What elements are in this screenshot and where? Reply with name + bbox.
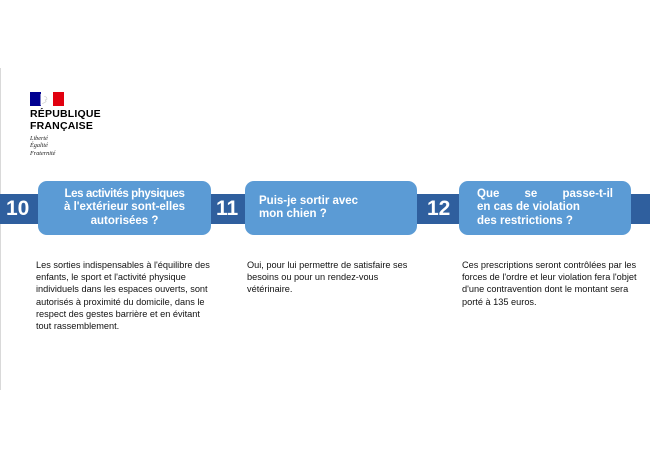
republique-francaise-logo bbox=[30, 92, 150, 157]
answer-10-line-3: individuels dans les espaces ouverts, sont bbox=[36, 284, 208, 295]
question-box-11 bbox=[245, 181, 417, 235]
logo-motto bbox=[30, 135, 150, 157]
answer-10-line-1: Les sorties indispensables à l'équilibre des bbox=[36, 260, 210, 270]
item-number-11: 11 bbox=[216, 197, 239, 220]
answer-12-line-3: d'une contravention dont le montant sera bbox=[462, 284, 629, 295]
answer-10-line-6: tout rassemblement. bbox=[36, 321, 120, 332]
question-12-line-3: des restrictions ? bbox=[477, 214, 573, 227]
page-edge-divider bbox=[0, 68, 1, 390]
answer-11-line-2: besoins ou pour un rendez-vous bbox=[247, 272, 379, 283]
answer-11-line-1: Oui, pour lui permettre de satisfaire ses bbox=[247, 260, 408, 270]
question-10-line-2: à l'extérieur sont-elles bbox=[64, 201, 185, 214]
item-number-12: 12 bbox=[427, 197, 451, 220]
answer-11 bbox=[247, 259, 422, 296]
marianne-flag-icon bbox=[30, 92, 64, 106]
question-10-line-1: Les activités physiques bbox=[64, 187, 185, 200]
answer-10 bbox=[36, 259, 216, 332]
answer-12-line-2: forces de l'ordre et leur violation fera l'objet bbox=[462, 272, 637, 283]
answer-10-line-5: respect des gestes barrière et en évitant bbox=[36, 308, 200, 319]
item-number-10: 10 bbox=[6, 197, 30, 220]
logo-name-line-2: FRANÇAISE bbox=[30, 119, 94, 132]
question-11-line-1: Puis-je sortir avec bbox=[259, 194, 359, 207]
question-12-line-1: Que se passe-t-il bbox=[477, 187, 613, 200]
question-box-12 bbox=[459, 181, 631, 235]
answer-11-line-3: vétérinaire. bbox=[247, 284, 293, 295]
question-12-line-2: en cas de violation bbox=[477, 201, 580, 214]
answer-12 bbox=[462, 259, 642, 308]
question-11-line-2: mon chien ? bbox=[259, 208, 327, 220]
answer-12-line-1: Ces prescriptions seront contrôlées par les bbox=[462, 260, 637, 270]
answer-10-line-2: enfants, le sport et l'activité physique bbox=[36, 272, 186, 283]
motto-fraternite: Fraternité bbox=[30, 149, 56, 157]
logo-name-line-1: RÉPUBLIQUE bbox=[30, 108, 101, 120]
answer-12-line-4: porté à 135 euros. bbox=[462, 296, 537, 307]
motto-egalite: Égalité bbox=[30, 142, 48, 150]
answer-10-line-4: autorisés à proximité du domicile, dans le bbox=[36, 296, 205, 307]
question-box-10 bbox=[38, 181, 211, 235]
motto-liberte: Liberté bbox=[30, 135, 48, 142]
question-10-line-3: autorisées ? bbox=[90, 214, 159, 227]
